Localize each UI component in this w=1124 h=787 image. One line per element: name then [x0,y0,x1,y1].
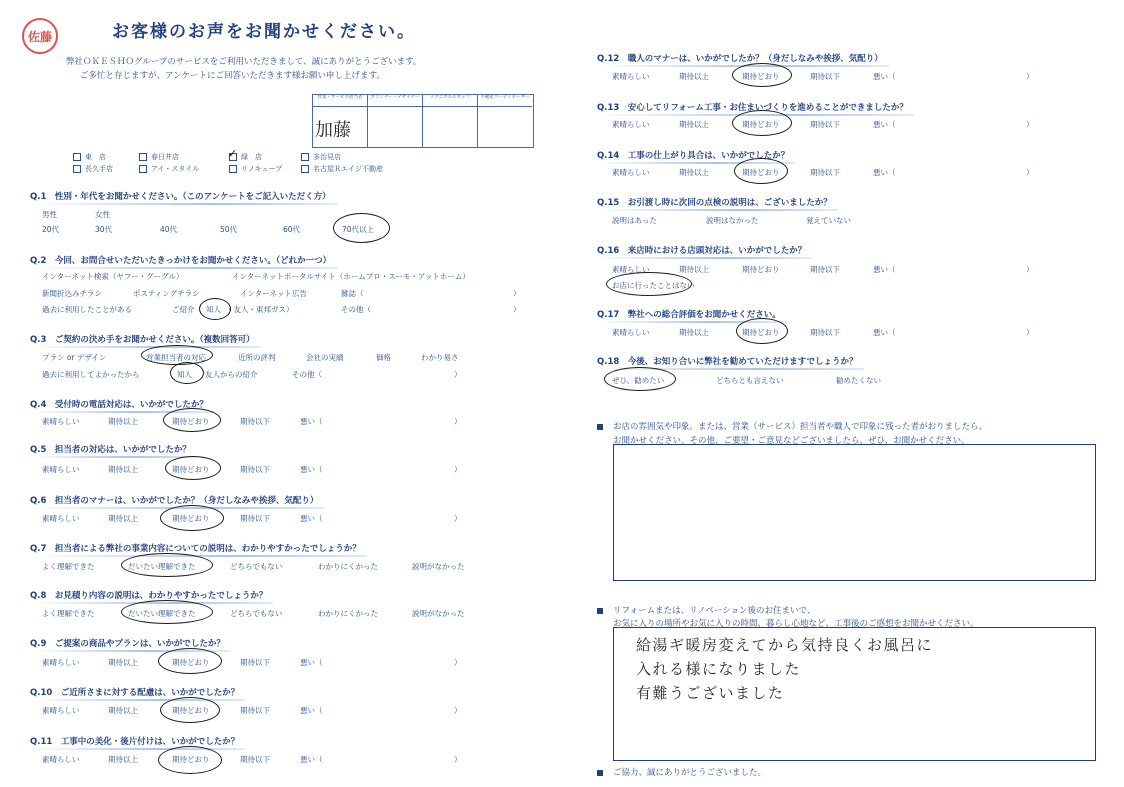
option-age-60s[interactable]: 60代 [283,225,301,234]
option-bad[interactable]: 悪い（ [300,465,323,474]
staff-header-sales: 営業・サービス担当者 [313,95,368,107]
answer-circle [333,213,390,243]
option-neutral[interactable]: どちらでもない [230,562,283,571]
question-9: Q.9 ご提案の商品やプランは、いかがでしたか？ [30,639,225,649]
option-referral-acquaintance[interactable]: 知人 [206,305,221,314]
comment-2-handwritten-line-3: 有難うございました [636,684,785,702]
option-above-expectation[interactable]: 期待以上 [679,120,709,129]
option-above-expectation[interactable]: 期待以上 [679,328,709,337]
option-bad-close: ） [454,706,462,715]
option-bad[interactable]: 悪い（ [300,417,323,426]
answer-circle [734,158,788,184]
option-referral-others[interactable]: ・友人・東邦ガス） [226,305,294,314]
option-excellent[interactable]: 素晴らしい [42,417,80,426]
option-below-expectation[interactable]: 期待以下 [810,72,840,81]
option-mostly-understood[interactable]: だいたい理解できた [128,562,196,571]
answer-circle [121,600,213,624]
answer-circle [158,648,222,674]
option-other[interactable]: その他（ [341,305,371,314]
staff-cell-realestate [478,106,532,147]
checkbox-icon [301,153,309,161]
option-not-explained[interactable]: 説明はなかった [706,216,759,225]
option-bad-close: ） [454,514,462,523]
option-understood-well[interactable]: よく理解できた [42,562,95,571]
option-magazine[interactable]: 雑誌（ [341,289,364,298]
option-acquaintance[interactable]: 知人 [177,370,192,379]
option-age-20s[interactable]: 20代 [42,225,60,234]
option-hard-to-understand[interactable]: わかりにくかった [318,609,378,618]
option-age-70plus[interactable]: 70代以上 [342,225,375,234]
option-bad[interactable]: 悪い（ [300,706,323,715]
option-internet-search[interactable]: インターネット検索（ヤフー・グーグル） [42,272,184,281]
staff-header-technical: テクニカルスタッフ [423,95,478,107]
option-as-expected[interactable]: 期待どおり [172,755,210,764]
question-7: Q.7 担当者による弊社の事業内容についての説明は、わかりやすかったでしょうか？ [30,544,361,554]
option-clarity[interactable]: わかり易さ [421,353,459,362]
option-below-expectation[interactable]: 期待以下 [810,120,840,129]
question-13: Q.13 安心してリフォーム工事・お住まいづくりを進めることができましたか？ [597,103,908,113]
comment-1-textarea[interactable] [613,444,1096,581]
intro-line-1: 弊社ＯＫＥＳＨＯグループのサービスをご利用いただきまして、誠にありがとうございます。 [66,57,422,67]
option-above-expectation[interactable]: 期待以上 [108,706,138,715]
option-bad[interactable]: 悪い（ [300,755,323,764]
store-option-nagakute[interactable]: 長久手店 [73,164,113,174]
option-internet-ad[interactable]: インターネット広告 [240,289,307,298]
option-excellent[interactable]: 素晴らしい [42,706,80,715]
option-never-visited[interactable]: お店に行ったことはない [612,281,695,290]
option-as-expected[interactable]: 期待どおり [742,168,780,177]
option-below-expectation[interactable]: 期待以下 [240,417,270,426]
option-above-expectation[interactable]: 期待以上 [108,417,138,426]
option-newspaper-flyer[interactable]: 新聞折込みチラシ [42,289,102,298]
option-above-expectation[interactable]: 期待以上 [108,465,138,474]
option-below-expectation[interactable]: 期待以下 [810,265,840,274]
answer-circle [606,272,692,296]
name-seal-stamp: 佐藤 [22,18,58,54]
option-above-expectation[interactable]: 期待以上 [108,514,138,523]
option-bad-close: ） [454,417,462,426]
option-above-expectation[interactable]: 期待以上 [679,265,709,274]
option-past-use[interactable]: 過去に利用したことがある [42,305,132,314]
option-as-expected[interactable]: 期待どおり [742,265,780,274]
question-14: Q.14 工事の仕上がり具合は、いかがでしたか？ [597,151,790,161]
staff-cell-planner [368,106,423,147]
option-below-expectation[interactable]: 期待以下 [240,465,270,474]
option-excellent[interactable]: 素晴らしい [612,120,650,129]
option-magazine-close: ） [513,289,521,298]
option-excellent[interactable]: 素晴らしい [612,72,650,81]
option-below-expectation[interactable]: 期待以下 [810,328,840,337]
option-posting-flyer[interactable]: ポスティングチラシ [133,289,200,298]
option-above-expectation[interactable]: 期待以上 [108,658,138,667]
store-option-kasugai[interactable]: 春日井店 [139,152,179,162]
option-bad[interactable]: 悪い（ [873,72,896,81]
option-below-expectation[interactable]: 期待以下 [240,514,270,523]
option-below-expectation[interactable]: 期待以下 [240,706,270,715]
option-as-expected[interactable]: 期待どおり [172,706,210,715]
comment-1-prompt-line-2: お聞かせください。その他、ご要望・ご意見などございましたら、ぜひ、お聞かせください。 [613,436,970,446]
answer-circle [732,110,792,136]
option-price[interactable]: 価格 [376,353,391,362]
comment-2-prompt-line-1: リフォームまたは、リノベーション後のお住まいで、 [597,604,815,616]
option-bad-close: ） [454,465,462,474]
checkbox-icon [301,165,309,173]
option-undecided[interactable]: どちらとも言えない [716,376,784,385]
option-understood-well[interactable]: よく理解できた [42,609,95,618]
option-as-expected[interactable]: 期待どおり [172,514,210,523]
option-mostly-understood[interactable]: だいたい理解できた [128,609,196,618]
page-title: お客様のお声をお聞かせください。 [112,22,416,42]
checkmark-icon: ✓ [228,147,238,160]
option-as-expected[interactable]: 期待どおり [742,328,780,337]
option-bad-close: ） [1026,265,1034,274]
option-excellent[interactable]: 素晴らしい [612,265,650,274]
question-18: Q.18 今後、お知り合いに弊社を勧めていただけますでしょうか？ [597,357,858,367]
question-16: Q.16 来店時における店頭対応は、いかがでしたか？ [597,246,807,256]
option-above-expectation[interactable]: 期待以上 [679,168,709,177]
option-not-recommend[interactable]: 勧めたくない [836,376,881,385]
answer-circle [604,367,676,391]
question-2: Q.2 今回、お問合せいただいたきっかけをお聞かせください。（どれか一つ） [30,256,332,266]
footer-thanks: ご協力、誠にありがとうございました。 [597,766,766,778]
option-age-30s[interactable]: 30代 [95,225,113,234]
comment-2-prompt-line-2: お気に入りの場所やお気に入りの時間、暮らし心地など、工事後のご感想をお聞かせください。 [613,619,979,629]
option-excellent[interactable]: 素晴らしい [612,168,650,177]
bullet-square-icon [597,770,603,776]
option-bad-close: ） [454,658,462,667]
question-12: Q.12 職人のマナーは、いかがでしたか？（身だしなみや挨拶、気配り） [597,54,883,64]
option-below-expectation[interactable]: 期待以下 [240,658,270,667]
bullet-square-icon [597,608,603,614]
option-excellent[interactable]: 素晴らしい [42,514,80,523]
option-as-expected[interactable]: 期待どおり [742,120,780,129]
question-11: Q.11 工事中の美化・後片付けは、いかがでしたか？ [30,737,240,747]
comment-2-textarea[interactable] [613,627,1096,761]
question-15: Q.15 お引渡し時に次回の点検の説明は、ございましたか？ [597,198,832,208]
bullet-square-icon [597,424,603,430]
question-10: Q.10 ご近所さまに対する配慮は、いかがでしたか？ [30,688,240,698]
option-excellent[interactable]: 素晴らしい [612,328,650,337]
option-bad-close: ） [1026,120,1034,129]
answer-circle [160,697,220,723]
checkbox-icon [73,165,81,173]
option-other-close: ） [454,370,462,379]
option-plan-design[interactable]: プラン or デザイン [42,353,107,362]
option-bad[interactable]: 悪い（ [873,168,896,177]
checkbox-icon [139,153,147,161]
answer-circle [141,345,213,365]
store-option-nagoya-rage[interactable]: 名古屋Ｒエイジ不動産 [301,164,383,174]
question-8: Q.8 お見積り内容の説明は、わかりやすかったでしょうか？ [30,591,268,601]
option-bad-close: ） [454,755,462,764]
option-bad-close: ） [1026,328,1034,337]
checkbox-icon [73,153,81,161]
option-below-expectation[interactable]: 期待以下 [810,168,840,177]
option-reputation[interactable]: 近所の評判 [238,353,276,362]
question-5: Q.5 担当者の対応は、いかがでしたか？ [30,445,191,455]
option-bad[interactable]: 悪い（ [300,514,323,523]
option-no-explanation[interactable]: 説明がなかった [412,562,465,571]
staff-name-handwritten: 加藤 [315,120,351,141]
option-bad-close: ） [1026,168,1034,177]
comment-2-handwritten-line-1: 給湯ギ暖房変えてから気持良くお風呂に [636,636,934,654]
option-excellent[interactable]: 素晴らしい [42,658,80,667]
answer-circle [160,505,224,531]
comment-2-handwritten-line-2: 入れる様になりました [636,660,802,678]
option-male[interactable]: 男性 [42,210,57,219]
option-definitely-recommend[interactable]: ぜひ、勧めたい [612,376,665,385]
option-age-50s[interactable]: 50代 [220,225,238,234]
staff-cell-technical [423,106,478,147]
option-other-close: ） [513,305,521,314]
answer-circle [158,746,222,774]
staff-cell-sales [313,106,368,147]
store-option-higashi[interactable]: 東 店 [73,152,106,162]
question-17: Q.17 弊社への総合評価をお聞かせください。 [597,310,781,320]
store-option-midori[interactable]: 緑 店 [229,152,262,162]
store-option-istyle[interactable]: アイ・スタイル [139,164,199,174]
answer-circle [199,298,231,320]
option-above-expectation[interactable]: 期待以上 [108,755,138,764]
answer-circle [732,63,792,87]
option-age-40s[interactable]: 40代 [160,225,178,234]
staff-header-planner: プランナー・デザイナー [368,95,423,107]
question-6: Q.6 担当者のマナーは、いかがでしたか？（身だしなみや挨拶、気配り） [30,496,319,506]
answer-circle [736,318,788,344]
staff-header-realestate: 不動産コーディネーター [478,95,532,107]
option-dont-remember[interactable]: 覚えていない [806,216,851,225]
option-track-record[interactable]: 会社の実績 [306,353,344,362]
option-bad[interactable]: 悪い（ [873,265,896,274]
question-3: Q.3 ご契約の決め手をお聞かせください。（複数回答可） [30,335,255,345]
staff-table [312,94,534,148]
answer-circle [163,408,221,432]
intro-line-2: ご多忙と存じますが、アンケートにご回答いただきます様お願い申し上げます。 [80,71,385,81]
option-bad[interactable]: 悪い（ [873,120,896,129]
option-good-past-use[interactable]: 過去に利用してよかったから [42,370,140,379]
comment-1-prompt-line-1: お店の雰囲気や印象。または、営業（サービス）担当者や職人で印象に残った者がおりましたら、 [597,420,987,432]
option-female[interactable]: 女性 [95,210,110,219]
option-as-expected[interactable]: 期待どおり [172,658,210,667]
option-excellent[interactable]: 素晴らしい [42,755,80,764]
option-neutral[interactable]: どちらでもない [230,609,283,618]
answer-circle [170,362,204,384]
question-1: Q.1 性別・年代をお聞かせください。（このアンケートをご記入いただく方） [30,192,331,202]
option-explained[interactable]: 説明はあった [612,216,657,225]
option-as-expected[interactable]: 期待どおり [172,417,210,426]
option-as-expected[interactable]: 期待どおり [172,465,210,474]
option-friend-referral[interactable]: 友人からの紹介 [205,370,258,379]
option-as-expected[interactable]: 期待どおり [742,72,780,81]
option-above-expectation[interactable]: 期待以上 [679,72,709,81]
option-other[interactable]: その他（ [292,370,322,379]
option-below-expectation[interactable]: 期待以下 [240,755,270,764]
option-bad[interactable]: 悪い（ [873,328,896,337]
answer-circle [165,456,221,480]
option-hard-to-understand[interactable]: わかりにくかった [318,562,378,571]
option-excellent[interactable]: 素晴らしい [42,465,80,474]
checkbox-icon [229,165,237,173]
option-sales-rep[interactable]: 営業担当者の対応 [146,353,206,362]
option-bad[interactable]: 悪い（ [300,658,323,667]
option-portal-site[interactable]: インターネットポータルサイト（ホームプロ・スーモ・アットホーム） [232,272,470,281]
store-option-renocube[interactable]: リノキューブ [229,164,282,174]
answer-circle [121,553,213,577]
store-option-tajimi[interactable]: 多治見店 [301,152,341,162]
checkbox-icon [139,165,147,173]
option-no-explanation[interactable]: 説明がなかった [412,609,465,618]
question-4: Q.4 受付時の電話対応は、いかがでしたか？ [30,400,208,410]
option-referral[interactable]: ご紹介（ [172,305,202,314]
option-bad-close: ） [1026,72,1034,81]
